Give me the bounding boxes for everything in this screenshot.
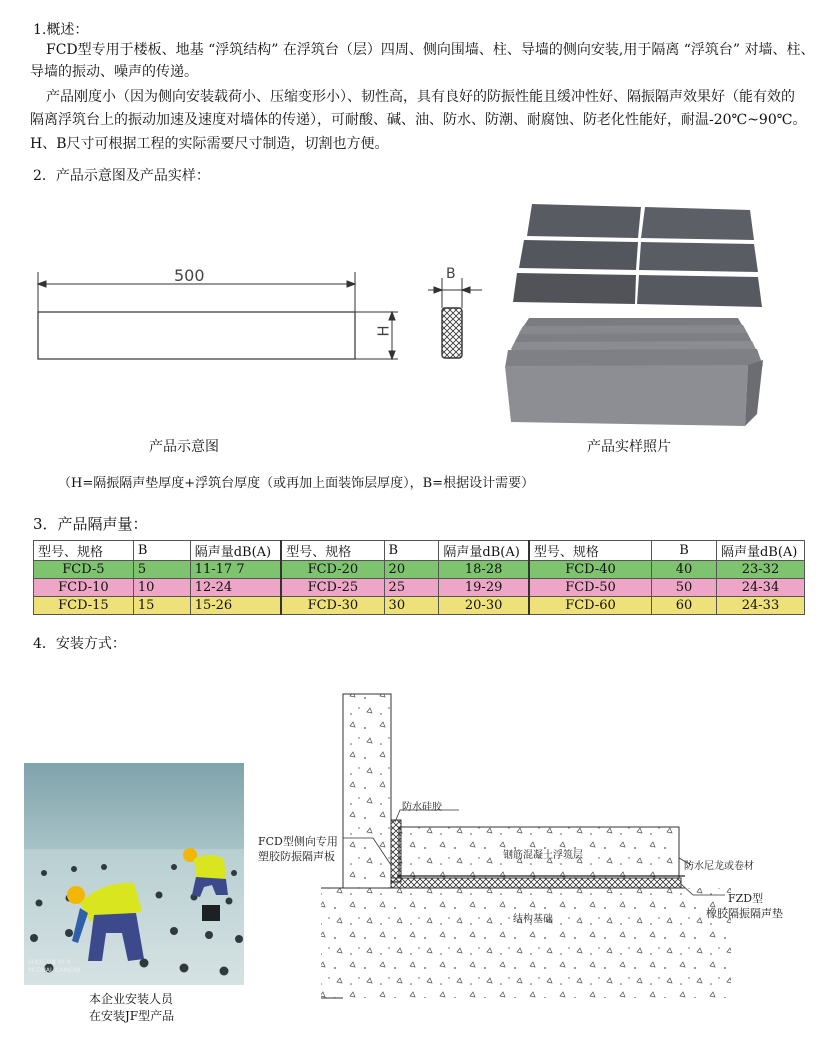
- dimension-length-label: 500: [174, 266, 205, 285]
- header-cell: 型号、规格: [281, 541, 384, 561]
- camera-watermark-line2: MI DUAL CAMERA: [28, 967, 81, 974]
- header-cell: B: [652, 541, 717, 561]
- table-row: [34, 561, 805, 579]
- table-cell: FCD-30: [281, 597, 384, 615]
- photo-caption-line1: 本企业安装人员: [89, 992, 174, 1006]
- table-cell: 60: [652, 597, 717, 615]
- table-header-row: [34, 541, 805, 561]
- header-cell: 隔声量dB(A): [716, 541, 804, 561]
- photo-caption-line2: 在安装JF型产品: [89, 1009, 175, 1023]
- table-cell: 24-33: [716, 597, 804, 615]
- table-cell: 20-30: [439, 597, 529, 615]
- overview-p1-line2: 导墙的振动、噪声的传递。: [30, 64, 198, 80]
- overview-heading: 1.概述：: [33, 22, 89, 38]
- dimension-h-label: H: [374, 325, 393, 337]
- table-row: [34, 579, 805, 597]
- header-cell: B: [384, 541, 439, 561]
- label-floating-slab: 钢筋混凝土浮筑层: [503, 850, 583, 861]
- header-cell: 隔声量dB(A): [439, 541, 529, 561]
- table-cell: 11-17 7: [190, 561, 281, 579]
- label-waterproof-sealant: 防水硅胶: [402, 802, 442, 813]
- label-fzd-pad-line1: FZD型: [728, 892, 764, 905]
- table-cell: FCD-10: [34, 579, 134, 597]
- camera-watermark-line1: SHOT ON MI 8: [28, 959, 71, 966]
- label-side-board-line1: FCD型侧向专用: [258, 835, 338, 848]
- table-cell: FCD-25: [281, 579, 384, 597]
- header-cell: B: [133, 541, 190, 561]
- caption-photo: 产品实样照片: [587, 439, 671, 455]
- table-cell: 24-34: [716, 579, 804, 597]
- table-cell: FCD-20: [281, 561, 384, 579]
- section4-heading: 4．安装方式：: [33, 636, 126, 652]
- table-cell: 19-29: [439, 579, 529, 597]
- overview-p2-line3: H、B尺寸可根据工程的实际需要尺寸制造，切割也方便。: [30, 136, 389, 152]
- dimension-b-label: B: [446, 266, 456, 282]
- header-cell: 型号、规格: [34, 541, 134, 561]
- section3-heading: 3．产品隔声量：: [33, 515, 148, 533]
- table-cell: FCD-5: [34, 561, 134, 579]
- table-cell: 5: [133, 561, 190, 579]
- table-cell: 12-24: [190, 579, 281, 597]
- dimension-note: （H=隔振隔声垫厚度+浮筑台厚度（或再加上面装饰层厚度），B=根据设计需要）: [58, 476, 535, 491]
- table-cell: FCD-40: [529, 561, 652, 579]
- label-side-board-line2: 塑胶防振隔声板: [258, 850, 335, 863]
- product-sample-photo: [505, 200, 780, 430]
- overview-p2-line2: 隔离浮筑台上的振动加速及速度对墙体的传递），可耐酸、碱、油、防水、防潮、耐腐蚀、防老化性能好，耐温-20℃~90℃。: [30, 112, 807, 128]
- sound-insulation-table: [33, 540, 805, 615]
- label-fzd-pad-line2: 橡胶隔振隔声垫: [706, 907, 783, 920]
- header-cell: 隔声量dB(A): [190, 541, 281, 561]
- overview-p2-line1: 产品刚度小（因为侧向安装载荷小、压缩变形小）、韧性高，具有良好的防振性能且缓冲性好、隔振隔声效果好（能有效的: [46, 89, 795, 105]
- table-cell: 15: [133, 597, 190, 615]
- table-cell: 30: [384, 597, 439, 615]
- caption-schematic: 产品示意图: [149, 439, 219, 455]
- overview-p1-line1: FCD型专用于楼板、地基 “浮筑结构” 在浮筑台（层）四周、侧向围墙、柱、导墙的侧向安装,用于隔离 “浮筑台” 对墙、柱、: [46, 42, 815, 58]
- table-cell: 40: [652, 561, 717, 579]
- table-cell: 50: [652, 579, 717, 597]
- table-cell: FCD-15: [34, 597, 134, 615]
- installation-photo: [24, 763, 244, 985]
- label-waterproof-membrane: 防水尼龙或卷材: [684, 861, 754, 872]
- table-cell: 10: [133, 579, 190, 597]
- header-cell: 型号、规格: [529, 541, 652, 561]
- table-cell: FCD-60: [529, 597, 652, 615]
- label-structural-base: 结构基础: [513, 914, 553, 925]
- table-cell: 23-32: [716, 561, 804, 579]
- table-cell: 15-26: [190, 597, 281, 615]
- table-row: [34, 597, 805, 615]
- table-cell: FCD-50: [529, 579, 652, 597]
- section2-heading: 2．产品示意图及产品实样：: [33, 168, 210, 184]
- table-cell: 20: [384, 561, 439, 579]
- table-cell: 18-28: [439, 561, 529, 579]
- table-cell: 25: [384, 579, 439, 597]
